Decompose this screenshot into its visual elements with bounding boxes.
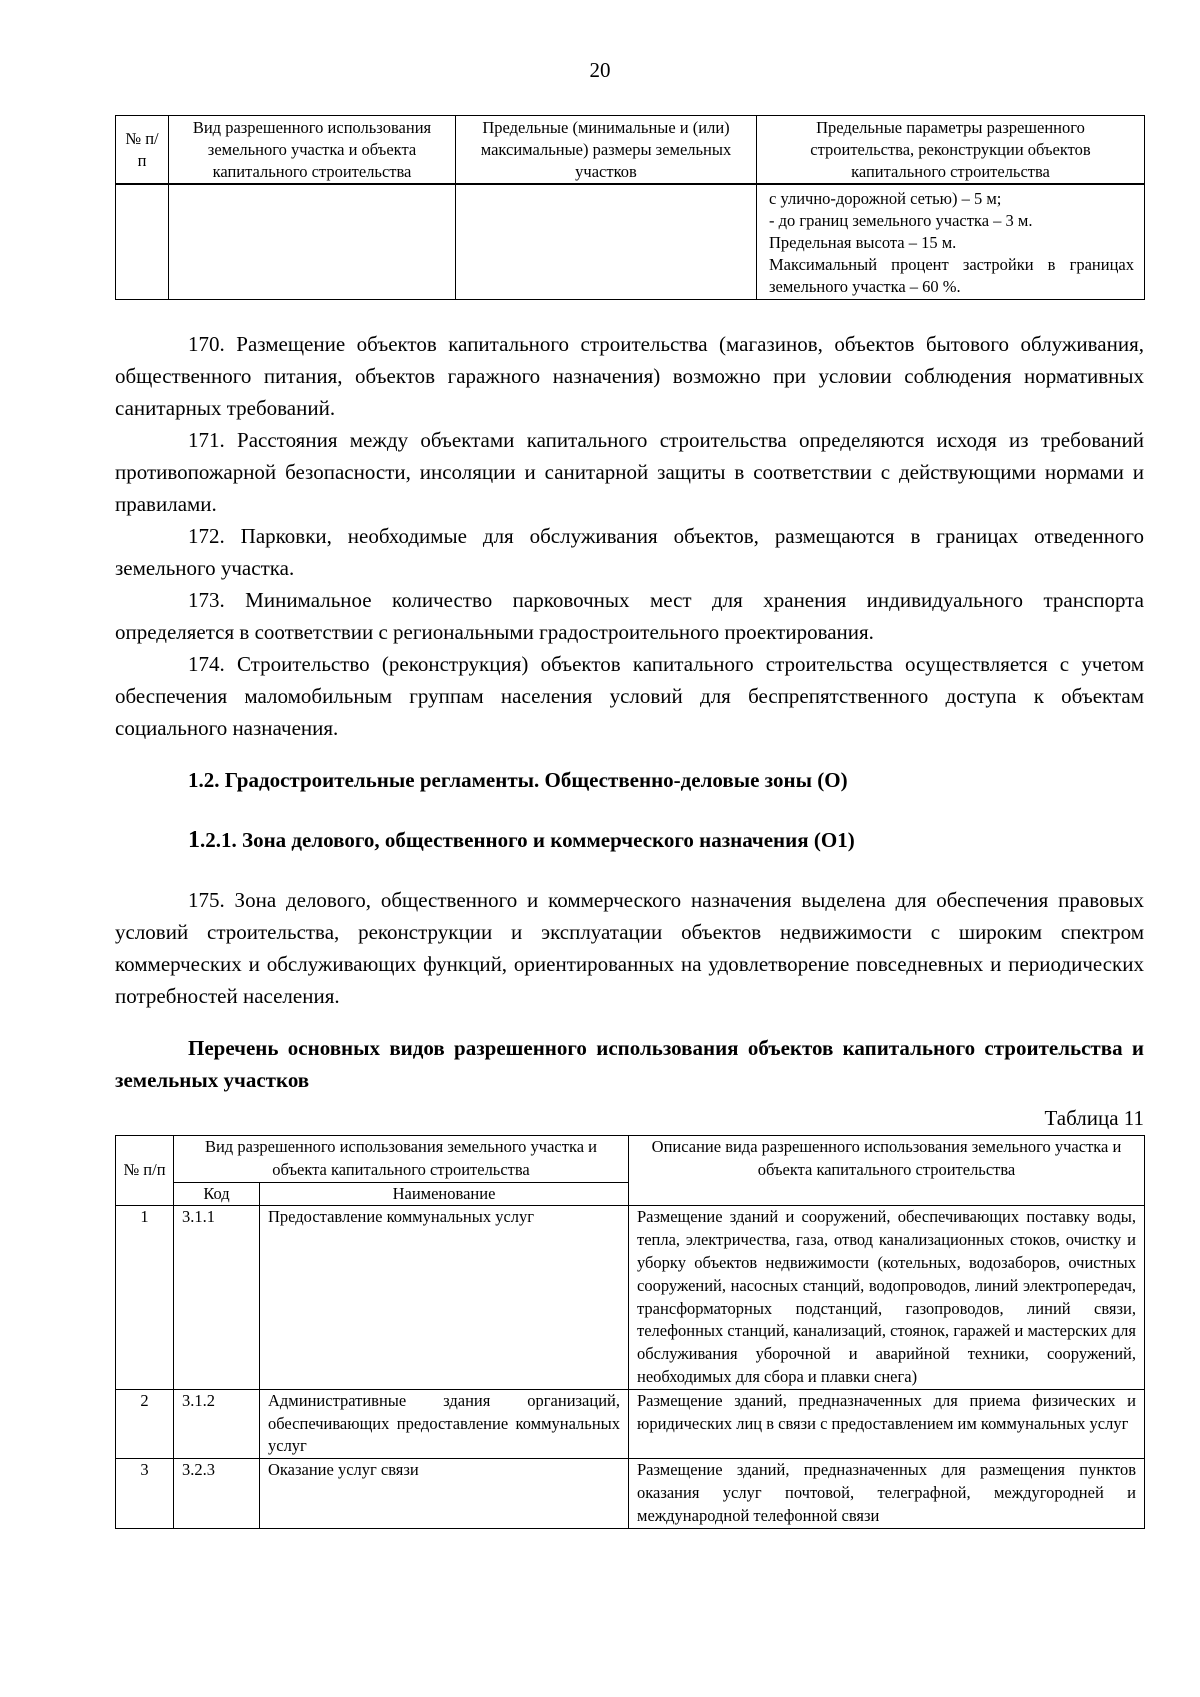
heading-1-2-1-text: .2.1. Зона делового, общественного и коммерческого назначения (О1) bbox=[200, 828, 855, 852]
row-desc: Размещение зданий, предназначенных для приема физических и юридических лиц в связи с предоставлением им коммунальных услуг bbox=[629, 1389, 1145, 1458]
row-num: 1 bbox=[116, 1206, 174, 1389]
paragraph-170: 170. Размещение объектов капитального строительства (магазинов, объектов бытового облуживания, общественного питания, объектов гаражного назначения) возможно при условии соблюдения нормативных санитарных требований. bbox=[115, 332, 1144, 420]
t11-code-header: Код bbox=[174, 1182, 260, 1206]
row-num: 3 bbox=[116, 1459, 174, 1528]
t11-name-header: Наименование bbox=[260, 1182, 629, 1206]
row-num: 2 bbox=[116, 1389, 174, 1458]
table-row bbox=[116, 1206, 1145, 1389]
param-line: - до границ земельного участка – 3 м. bbox=[769, 211, 1033, 230]
paragraph-171: 171. Расстояния между объектами капитального строительства определяются исходя из требований противопожарной безопасности, инсоляции и санитарной защиты в соответствии с действующими нормами и правилами. bbox=[115, 428, 1144, 516]
col-use-header: Вид разрешенного использования земельного участка и объекта капитального строительства bbox=[169, 116, 456, 185]
row-code: 3.1.1 bbox=[174, 1206, 260, 1389]
col-sizes-header: Предельные (минимальные и (или) максимальные) размеры земельных участков bbox=[456, 116, 757, 185]
table-row bbox=[116, 1389, 1145, 1458]
continued-table-row bbox=[116, 184, 1145, 300]
heading-1-2: 1.2. Градостроительные регламенты. Общественно-деловые зоны (О) bbox=[188, 768, 848, 792]
table-label: Таблица 11 bbox=[1044, 1106, 1144, 1130]
row-name: Предоставление коммунальных услуг bbox=[260, 1206, 629, 1389]
row-desc: Размещение зданий и сооружений, обеспечивающих поставку воды, тепла, электричества, газа, отвод канализационных стоков, очистку и уборку объектов недвижимости (котельных, водозаборов, очистных сооружений, насосных станций, водопроводов, линий электропередач, трансформаторных подстанций, газопроводов, линий связи, телефонных станций, канализаций, стоянок, гаражей и мастерских для обслуживания уборочной и аварийной техники, сооружений, необходимых для сбора и плавки снега) bbox=[629, 1206, 1145, 1389]
param-line: Предельная высота – 15 м. bbox=[769, 233, 957, 252]
row-name: Оказание услуг связи bbox=[260, 1459, 629, 1528]
cell-params-continuation bbox=[757, 184, 1145, 300]
page-number: 20 bbox=[589, 58, 611, 82]
param-line: с улично-дорожной сетью) – 5 м; bbox=[769, 189, 1002, 208]
col-params-header: Предельные параметры разрешенного строительства, реконструкции объектов капитального строительства bbox=[757, 116, 1145, 185]
table-11-header-row-1 bbox=[116, 1136, 1145, 1183]
paragraph-172: 172. Парковки, необходимые для обслуживания объектов, размещаются в границах отведенного земельного участка. bbox=[115, 524, 1144, 580]
cell-empty-sizes bbox=[456, 184, 757, 300]
heading-1-2-1 bbox=[115, 824, 1144, 856]
body-text bbox=[115, 328, 1144, 1096]
row-code: 3.1.2 bbox=[174, 1389, 260, 1458]
row-name: Административные здания организаций, обеспечивающих предоставление коммунальных услуг bbox=[260, 1389, 629, 1458]
continued-table bbox=[115, 115, 1145, 300]
t11-desc-header: Описание вида разрешенного использования земельного участка и объекта капитального строительства bbox=[629, 1136, 1145, 1206]
paragraph-173: 173. Минимальное количество парковочных мест для хранения индивидуального транспорта определяется в соответствии с региональными градостроительного проектирования. bbox=[115, 588, 1144, 644]
paragraph-174: 174. Строительство (реконструкция) объектов капитального строительства осуществляется с учетом обеспечения маломобильным группам населения условий для беспрепятственного доступа к объектам социального назначения. bbox=[115, 652, 1144, 740]
paragraph-175: 175. Зона делового, общественного и коммерческого назначения выделена для обеспечения правовых условий строительства, реконструкции и эксплуатации объектов недвижимости с широким спектром коммерческих и обслуживающих функций, ориентированных на удовлетворение повседневных и периодических потребностей населения. bbox=[115, 888, 1144, 1008]
list-title: Перечень основных видов разрешенного использования объектов капитального строительства и земельных участков bbox=[115, 1036, 1144, 1092]
cell-empty-use bbox=[169, 184, 456, 300]
col-num-header: № п/п bbox=[116, 116, 169, 185]
t11-num-header: № п/п bbox=[116, 1136, 174, 1206]
t11-use-group-header: Вид разрешенного использования земельного участка и объекта капитального строительства bbox=[174, 1136, 629, 1183]
cell-empty-num bbox=[116, 184, 169, 300]
heading-1-2-1-number: 1 bbox=[188, 827, 200, 853]
continued-table-header bbox=[116, 116, 1145, 185]
row-desc: Размещение зданий, предназначенных для размещения пунктов оказания услуг почтовой, телеграфной, междугородней и международной телефонной связи bbox=[629, 1459, 1145, 1528]
table-row bbox=[116, 1459, 1145, 1528]
row-code: 3.2.3 bbox=[174, 1459, 260, 1528]
param-line: Максимальный процент застройки в границах земельного участка – 60 %. bbox=[769, 255, 1134, 296]
table-11 bbox=[115, 1135, 1145, 1529]
